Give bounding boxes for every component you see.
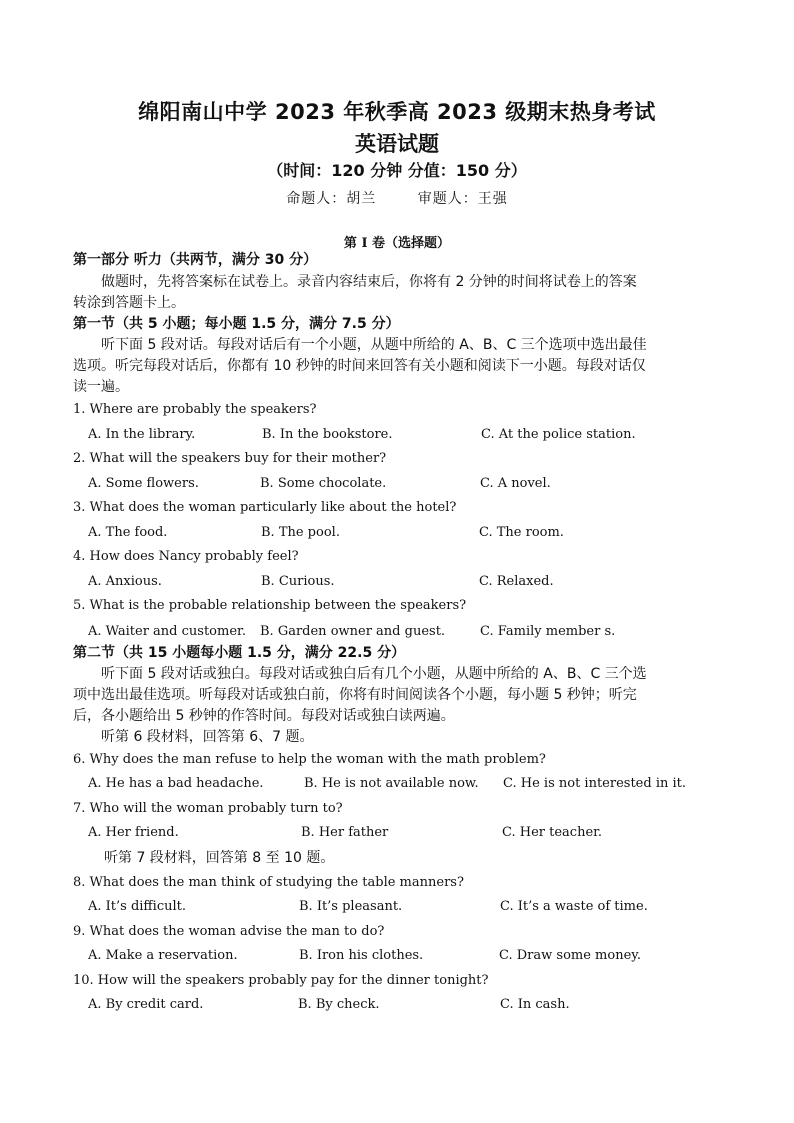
q4-option-b: B. Curious. bbox=[261, 574, 335, 589]
section1-heading: 第一节（共 5 小题；每小题 1.5 分，满分 7.5 分） bbox=[73, 316, 400, 332]
section1-intro-line2: 选项。听完每段对话后，你都有 10 秒钟的时间来回答有关小题和阅读下一小题。每段对话仅 bbox=[73, 358, 646, 374]
question-10: 10. How will the speakers probably pay for the dinner tonight? bbox=[73, 973, 489, 988]
q9-option-b: B. Iron his clothes. bbox=[299, 948, 424, 963]
author-label: 命题人：胡兰 bbox=[286, 191, 377, 207]
q1-option-a: A. In the library. bbox=[88, 427, 196, 442]
q5-option-c: C. Family member s. bbox=[480, 624, 616, 639]
q2-option-a: A. Some flowers. bbox=[88, 476, 199, 491]
q3-option-a: A. The food. bbox=[88, 525, 168, 540]
question-2: 2. What will the speakers buy for their mother? bbox=[73, 451, 387, 466]
q1-option-b: B. In the bookstore. bbox=[262, 427, 393, 442]
question-9: 9. What does the woman advise the man to do? bbox=[73, 924, 385, 939]
exam-authors bbox=[0, 188, 794, 208]
q6-option-c: C. He is not interested in it. bbox=[503, 776, 687, 791]
q3-option-b: B. The pool. bbox=[261, 525, 340, 540]
q7-option-b: B. Her father bbox=[301, 825, 389, 840]
question-6: 6. Why does the man refuse to help the woman with the math problem? bbox=[73, 752, 546, 767]
reviewer-label: 审题人：王强 bbox=[417, 191, 508, 207]
q4-option-a: A. Anxious. bbox=[88, 574, 162, 589]
q8-option-a: A. It’s difficult. bbox=[88, 899, 186, 914]
part1-intro-line2: 转涂到答题卡上。 bbox=[73, 295, 185, 311]
section2-intro-line1: 听下面 5 段对话或独白。每段对话或独白后有几个小题，从题中所给的 A、B、C 三个选 bbox=[101, 666, 647, 682]
q7-option-c: C. Her teacher. bbox=[502, 825, 603, 840]
volume-title: 第 I 卷（选择题） bbox=[343, 236, 451, 251]
q7-option-a: A. Her friend. bbox=[88, 825, 179, 840]
q6-option-b: B. He is not available now. bbox=[304, 776, 479, 791]
section1-intro-line1: 听下面 5 段对话。每段对话后有一个小题，从题中所给的 A、B、C 三个选项中选出最佳 bbox=[101, 337, 647, 353]
exam-subject: 英语试题 bbox=[355, 132, 439, 156]
section1-intro-line3: 读一遍。 bbox=[73, 379, 129, 395]
q8-option-c: C. It’s a waste of time. bbox=[500, 899, 648, 914]
q4-option-c: C. Relaxed. bbox=[479, 574, 554, 589]
q2-option-c: C. A novel. bbox=[480, 476, 551, 491]
question-7: 7. Who will the woman probably turn to? bbox=[73, 801, 343, 816]
section2-intro-line2: 项中选出最佳选项。听每段对话或独白前，你将有时间阅读各个小题，每小题 5 秒钟；听完 bbox=[73, 687, 637, 703]
part1-intro-line1: 做题时，先将答案标在试卷上。录音内容结束后，你将有 2 分钟的时间将试卷上的答案 bbox=[101, 274, 637, 290]
section2-note-7: 听第 7 段材料，回答第 8 至 10 题。 bbox=[104, 850, 335, 866]
exam-time-score: （时间：120 分钟 分值：150 分） bbox=[267, 161, 527, 180]
q10-option-a: A. By credit card. bbox=[88, 997, 204, 1012]
section2-intro-line3: 后，各小题给出 5 秒钟的作答时间。每段对话或独白读两遍。 bbox=[73, 708, 455, 724]
question-3: 3. What does the woman particularly like about the hotel? bbox=[73, 500, 457, 515]
q5-option-b: B. Garden owner and guest. bbox=[260, 624, 446, 639]
q3-option-c: C. The room. bbox=[479, 525, 564, 540]
section2-note-6: 听第 6 段材料，回答第 6、7 题。 bbox=[101, 729, 314, 745]
q2-option-b: B. Some chocolate. bbox=[260, 476, 387, 491]
q8-option-b: B. It’s pleasant. bbox=[299, 899, 403, 914]
q10-option-c: C. In cash. bbox=[500, 997, 570, 1012]
q1-option-c: C. At the police station. bbox=[481, 427, 636, 442]
q9-option-c: C. Draw some money. bbox=[499, 948, 642, 963]
q5-option-a: A. Waiter and customer. bbox=[88, 624, 246, 639]
q10-option-b: B. By check. bbox=[298, 997, 380, 1012]
section2-heading: 第二节（共 15 小题每小题 1.5 分，满分 22.5 分） bbox=[73, 645, 406, 661]
question-4: 4. How does Nancy probably feel? bbox=[73, 549, 299, 564]
part1-heading: 第一部分 听力（共两节，满分 30 分） bbox=[73, 252, 318, 268]
question-1: 1. Where are probably the speakers? bbox=[73, 402, 317, 417]
exam-title: 绵阳南山中学 2023 年秋季高 2023 级期末热身考试 bbox=[138, 100, 656, 124]
q9-option-a: A. Make a reservation. bbox=[88, 948, 238, 963]
q6-option-a: A. He has a bad headache. bbox=[88, 776, 264, 791]
question-8: 8. What does the man think of studying the table manners? bbox=[73, 875, 464, 890]
question-5: 5. What is the probable relationship between the speakers? bbox=[73, 598, 467, 613]
